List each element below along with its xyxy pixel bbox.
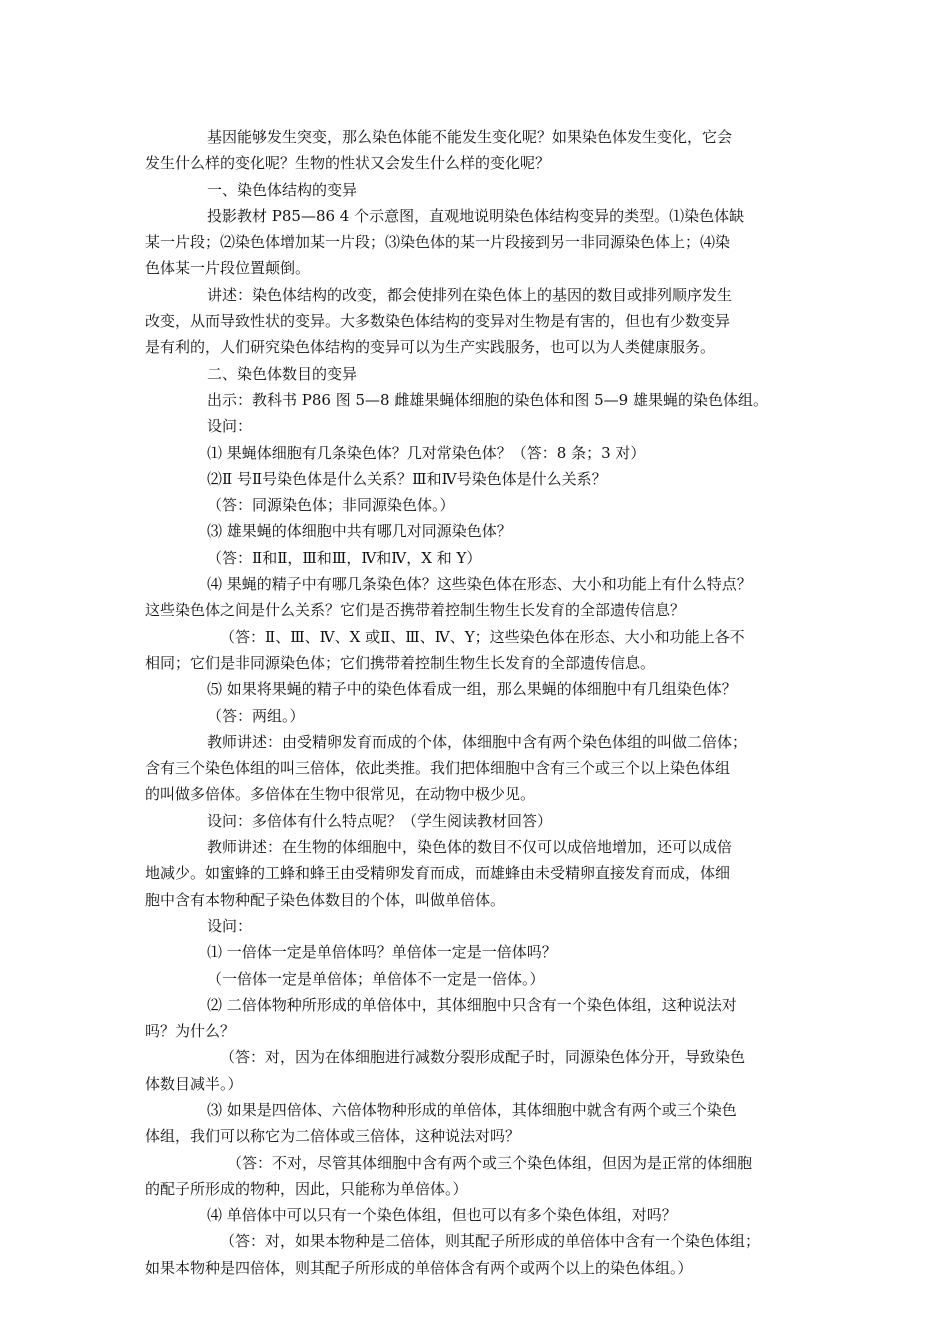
- text-line: 地减少。如蜜蜂的工蜂和蜂王由受精卵发育而成，而雄蜂由未受精卵直接发育而成，体细: [145, 864, 731, 883]
- text-line: 相同；它们是非同源染色体；它们携带着控制生物生长发育的全部遗传信息。: [145, 653, 656, 672]
- text-line: ⑵Ⅱ 号Ⅱ号染色体是什么关系？Ⅲ和Ⅳ号染色体是什么关系？: [207, 469, 607, 488]
- text-line: ⑸ 如果将果蝇的精子中的染色体看成一组，那么果蝇的体细胞中有几组染色体？: [207, 680, 737, 699]
- text-line: 胞中含有本物种配子染色体数目的个体，叫做单倍体。: [145, 890, 506, 909]
- text-line: ⑴ 果蝇体细胞有几条染色体？几对常染色体？（答：8 条；3 对）: [207, 443, 646, 462]
- text-line: ⑶ 雄果蝇的体细胞中共有哪几对同源染色体？: [207, 522, 512, 541]
- text-line: （一倍体一定是单倍体；单倍体不一定是一倍体。）: [207, 969, 545, 988]
- text-line: 是有利的，人们研究染色体结构的变异可以为生产实践服务，也可以为人类健康服务。: [145, 338, 716, 357]
- document-page: [145, 124, 810, 1281]
- text-line: ⑷ 单倍体中可以只有一个染色体组，但也可以有多个染色体组，对吗？: [207, 1206, 677, 1225]
- text-line: 改变，从而导致性状的变异。大多数染色体结构的变异对生物是有害的，但也有少数变异: [145, 312, 731, 331]
- text-line: 体组，我们可以称它为二倍体或三倍体，这种说法对吗？: [145, 1127, 521, 1146]
- text-line: （答：同源染色体；非同源染色体。）: [207, 496, 455, 515]
- text-line: 色体某一片段位置颠倒。: [145, 259, 311, 278]
- text-line: （答：Ⅱ、Ⅲ、Ⅳ、X 或Ⅱ、Ⅲ、Ⅳ、Y；这些染色体在形态、大小和功能上各不: [220, 627, 745, 646]
- text-line: 出示：教科书 P86 图 5—8 雌雄果蝇体细胞的染色体和图 5—9 雄果蝇的染色体组。: [207, 390, 768, 409]
- text-line: （答：Ⅱ和Ⅱ，Ⅲ和Ⅲ，Ⅳ和Ⅳ，X 和 Y）: [207, 548, 482, 567]
- text-line: ⑵ 二倍体物种所形成的单倍体中，其体细胞中只含有一个染色体组，这种说法对: [207, 995, 737, 1014]
- text-line: 二、染色体数目的变异: [207, 364, 358, 383]
- text-line: （答：两组。）: [207, 706, 305, 725]
- text-line: 含有三个染色体组的叫三倍体，依此类推。我们把体细胞中含有三个或三个以上染色体组: [145, 759, 731, 778]
- text-line: ⑴ 一倍体一定是单倍体吗？单倍体一定是一倍体吗？: [207, 943, 557, 962]
- text-line: 设问：: [207, 916, 253, 935]
- text-line: 教师讲述：由受精卵发育而成的个体，体细胞中含有两个染色体组的叫做二倍体；: [207, 732, 748, 751]
- text-line: 设问：: [207, 417, 253, 436]
- text-line: 投影教材 P85—86 4 个示意图，直观地说明染色体结构变异的类型。⑴染色体缺: [207, 206, 745, 225]
- text-line: ⑶ 如果是四倍体、六倍体物种形成的单倍体，其体细胞中就含有两个或三个染色: [207, 1100, 737, 1119]
- text-line: 某一片段；⑵染色体增加某一片段；⑶染色体的某一片段接到另一非同源染色体上；⑷染: [145, 233, 731, 252]
- text-line: 如果本物种是四倍体，则其配子所形成的单倍体含有两个或两个以上的染色体组。）: [145, 1258, 693, 1277]
- text-line: 讲述：染色体结构的改变，都会使排列在染色体上的基因的数目或排列顺序发生: [207, 285, 733, 304]
- text-line: 教师讲述：在生物的体细胞中，染色体的数目不仅可以成倍地增加，还可以成倍: [207, 838, 733, 857]
- text-line: 设问：多倍体有什么特点呢？（学生阅读教材回答）: [207, 811, 553, 830]
- text-line: 发生什么样的变化呢？生物的性状又会发生什么样的变化呢？: [145, 154, 551, 173]
- text-line: （答：对，因为在体细胞进行减数分裂形成配子时，同源染色体分开，导致染色: [220, 1048, 746, 1067]
- text-line: 一、染色体结构的变异: [207, 180, 358, 199]
- text-line: 基因能够发生突变，那么染色体能不能发生变化呢？如果染色体发生变化，它会: [207, 128, 733, 146]
- text-line: ⑷ 果蝇的精子中有哪几条染色体？这些染色体在形态、大小和功能上有什么特点？: [207, 575, 752, 594]
- text-line: 这些染色体之间是什么关系？它们是否携带着控制生物生长发育的全部遗传信息？: [145, 601, 686, 620]
- text-line: 体数目减半。）: [145, 1074, 243, 1093]
- text-line: （答：不对，尽管其体细胞中含有两个或三个染色体组，但因为是正常的体细胞: [227, 1153, 753, 1172]
- text-line: 吗？为什么？: [145, 1022, 236, 1041]
- text-line: 的配子所形成的物种，因此，只能称为单倍体。）: [145, 1179, 468, 1198]
- text-line: 的叫做多倍体。多倍体在生物中很常见，在动物中极少见。: [145, 785, 536, 804]
- text-line: （答：对，如果本物种是二倍体，则其配子所形成的单倍体中含有一个染色体组；: [220, 1232, 761, 1251]
